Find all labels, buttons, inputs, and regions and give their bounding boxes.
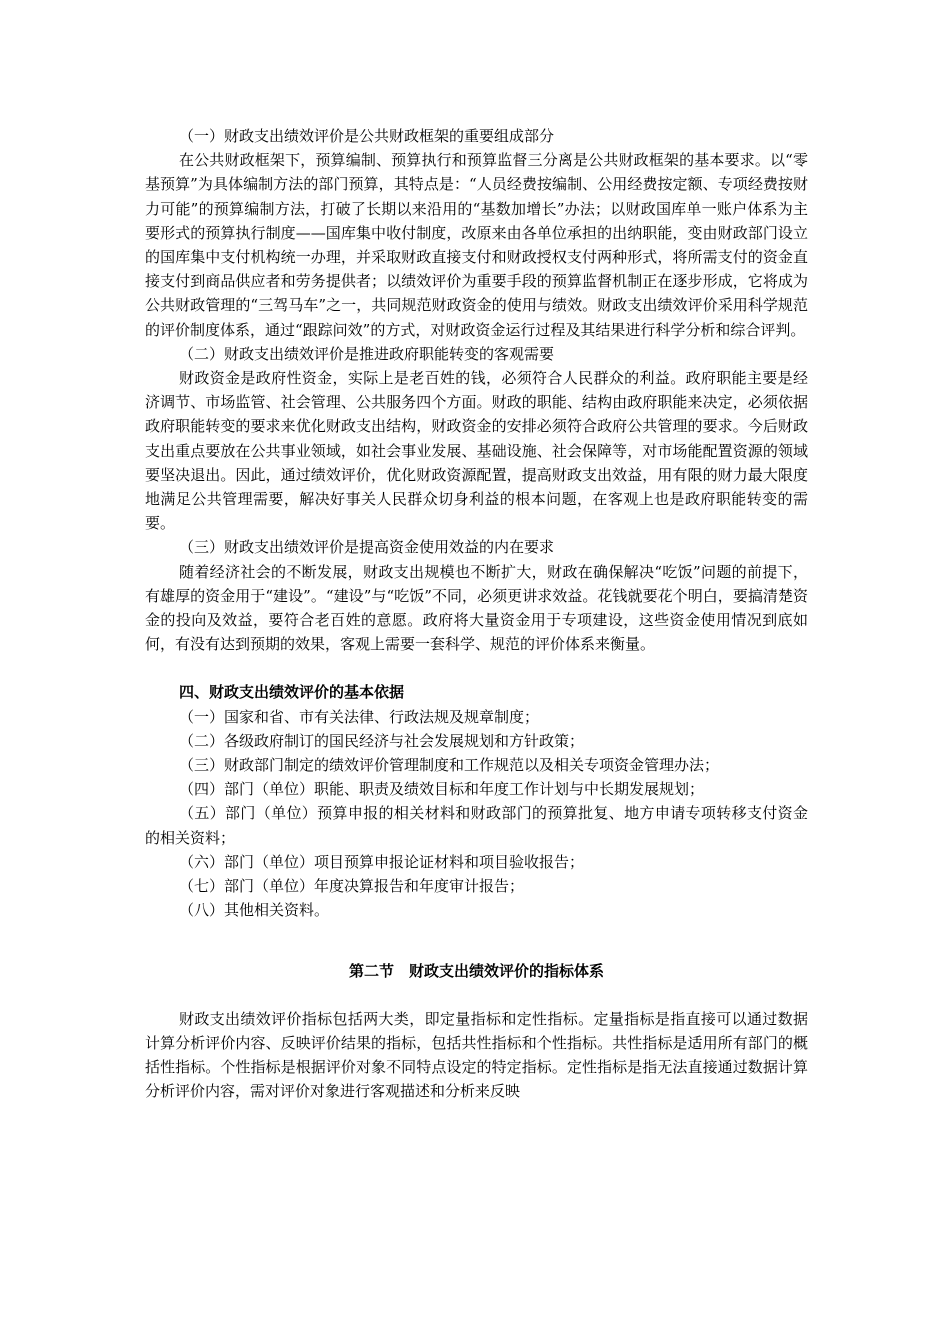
basis-item-1: （一）国家和省、市有关法律、行政法规及规章制度； (179, 707, 540, 726)
basis-item-5: （五）部门（单位）预算申报的相关材料和财政部门的预算批复、地方申请专项转移支付资金的相关资料； (145, 804, 808, 847)
subsection-heading-2: （二）财政支出绩效评价是推进政府职能转变的客观需要 (179, 344, 555, 363)
basis-item-6: （六）部门（单位）项目预算申报论证材料和项目验收报告； (179, 852, 585, 871)
paragraph-3: 随着经济社会的不断发展，财政支出规模也不断扩大，财政在确保解决“吃饭”问题的前提下，有雄厚的资金用于“建设”。“建设”与“吃饭”不同，必须更讲求效益。花钱就要花个明白，要搞清楚资金的投向及效益，要符合老百姓的意愿。政府将大量资金用于专项建设，这些资金使用情况到底如何，有没有达到预期的效果，客观上需要一套科学、规范的评价体系来衡量。 (145, 562, 808, 654)
paragraph-1: 在公共财政框架下，预算编制、预算执行和预算监督三分离是公共财政框架的基本要求。以“零基预算”为具体编制方法的部门预算，其特点是：“人员经费按编制、公用经费按定额、专项经费按财力可能”的预算编制方法，打破了长期以来沿用的“基数加增长”办法；以财政国库单一账户体系为主要形式的预算执行制度——国库集中收付制度，改原来由各单位承担的出纳职能，变由财政部门设立的国库集中支付机构统一办理，并采取财政直接支付和财政授权支付两种形式，将所需支付的资金直接支付到商品供应者和劳务提供者；以绩效评价为重要手段的预算监督机制正在逐步形成，它将成为公共财政管理的“三驾马车”之一，共同规范财政资金的使用与绩效。财政支出绩效评价采用科学规范的评价制度体系，通过“跟踪问效”的方式，对财政资金运行过程及其结果进行科学分析和综合评判。 (145, 151, 808, 339)
paragraph-2: 财政资金是政府性资金，实际上是老百姓的钱，必须符合人民群众的利益。政府职能主要是经济调节、市场监管、社会管理、公共服务四个方面。财政的职能、结构由政府职能来决定，必须依据政府职能转变的要求来优化财政支出结构，财政资金的安排必须符合政府公共管理的要求。今后财政支出重点要放在公共事业领域，如社会事业发展、基础设施、社会保障等，对市场能配置资源的领域要坚决退出。因此，通过绩效评价，优化财政资源配置，提高财政支出效益，用有限的财力最大限度地满足公共管理需要，解决好事关人民群众切身利益的根本问题，在客观上也是政府职能转变的需要。 (145, 369, 808, 533)
basis-item-8: （八）其他相关资料。 (179, 901, 330, 920)
subsection-heading-1: （一）财政支出绩效评价是公共财政框架的重要组成部分 (179, 127, 555, 145)
basis-item-2: （二）各级政府制订的国民经济与社会发展规划和方针政策； (179, 731, 585, 750)
subsection-heading-3: （三）财政支出绩效评价是提高资金使用效益的内在要求 (179, 538, 555, 557)
basis-item-4: （四）部门（单位）职能、职责及绩效目标和年度工作计划与中长期发展规划； (179, 780, 705, 799)
section-4-title: 四、财政支出绩效评价的基本依据 (179, 683, 405, 702)
chapter-2-title: 第二节 财政支出绩效评价的指标体系 (348, 961, 604, 980)
basis-item-3: （三）财政部门制定的绩效评价管理制度和工作规范以及相关专项资金管理办法； (179, 756, 720, 775)
document-body (145, 124, 808, 1104)
paragraph-4: 财政支出绩效评价指标包括两大类，即定量指标和定性指标。定量指标是指直接可以通过数据计算分析评价内容、反映评价结果的指标，包括共性指标和个性指标。共性指标是适用所有部门的概括性指标。个性指标是根据评价对象不同特点设定的特定指标。定性指标是指无法直接通过数据计算分析评价内容，需对评价对象进行客观描述和分析来反映 (145, 1009, 808, 1101)
basis-item-7: （七）部门（单位）年度决算报告和年度审计报告； (179, 877, 525, 896)
